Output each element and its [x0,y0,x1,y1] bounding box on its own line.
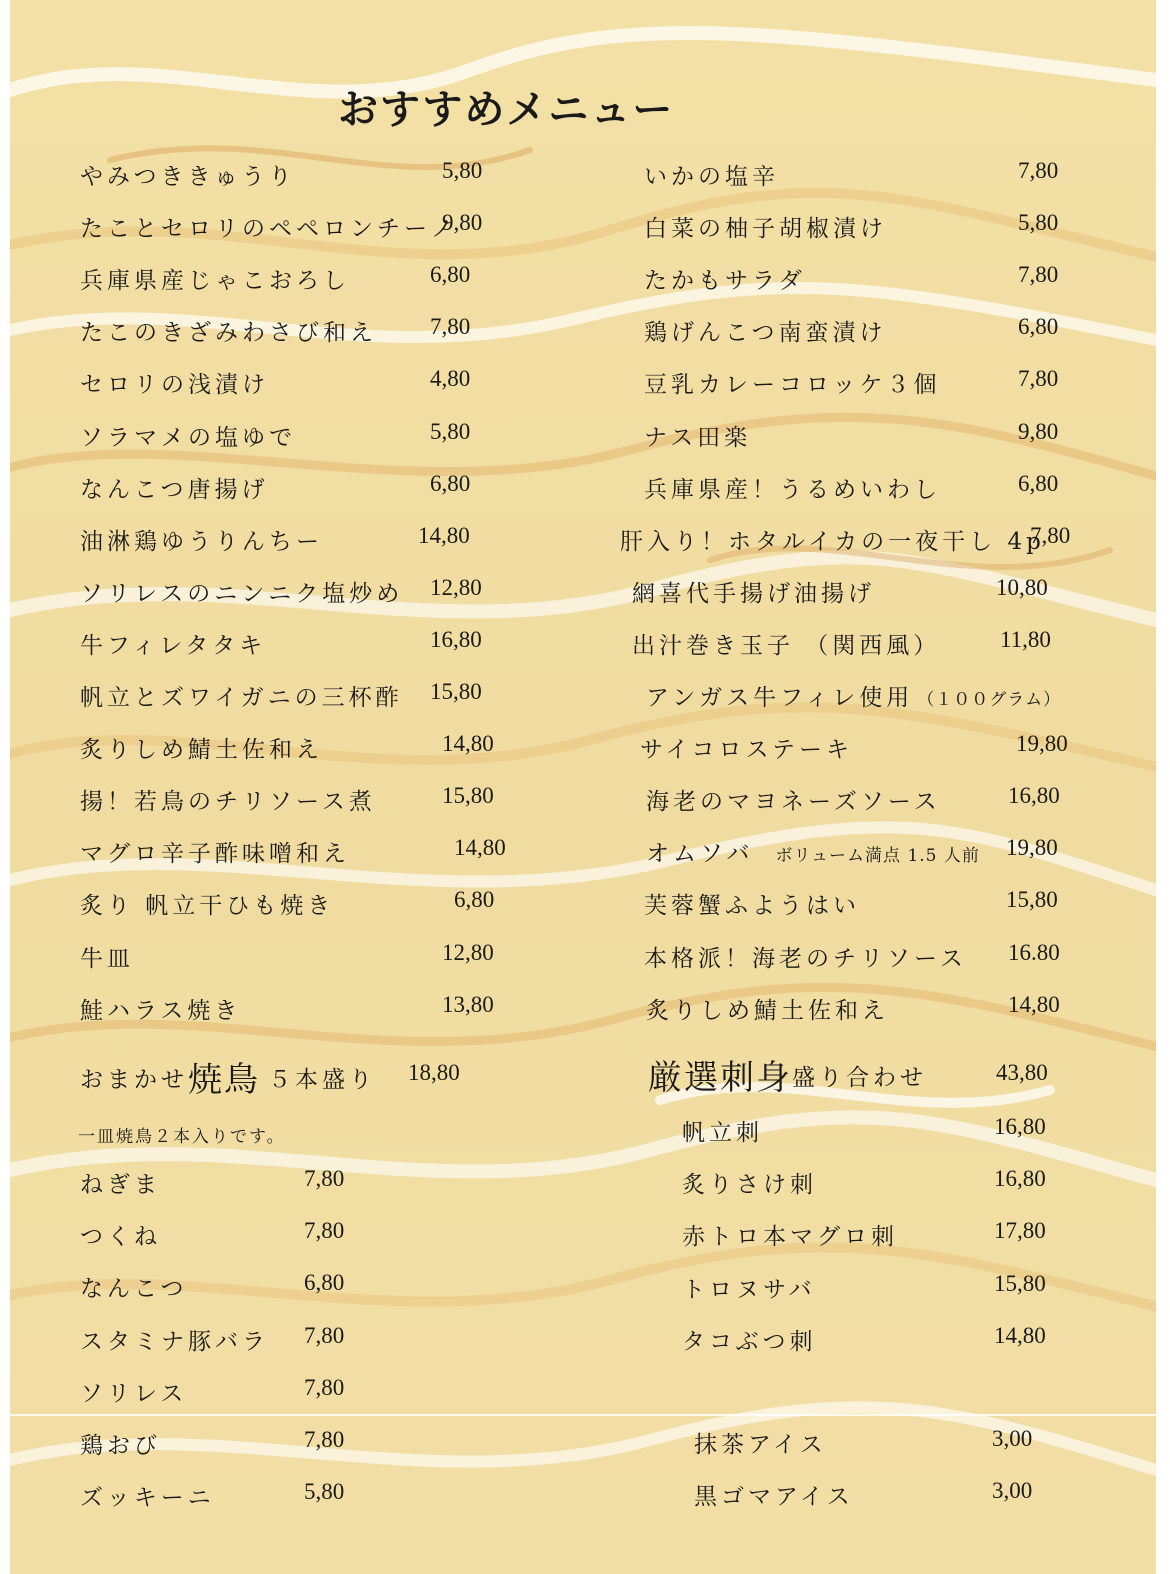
menu-item-name: 本格派！海老のチリソース [644,945,967,972]
divider [10,1414,1156,1416]
menu-item-price: 6,80 [1018,314,1059,340]
menu-item-name: 白菜の柚子胡椒漬け [644,216,887,243]
menu-item-name: 兵庫県産！うるめいわし [644,476,941,503]
menu-item-price: 6,80 [454,887,495,913]
menu-item-name: ソラマメの塩ゆで [80,424,296,451]
menu-item-price: 5,80 [442,158,483,183]
yakitori-item-price: 7,80 [304,1427,345,1452]
yakitori-item-name: スタミナ豚バラ [80,1328,269,1355]
sashimi-item-price: 16,80 [994,1166,1046,1192]
menu-item-price: 5,80 [430,418,471,444]
menu-item-name: ソリレスのニンニク塩炒め [80,580,404,607]
menu-item-price: 7,80 [1030,522,1071,548]
dessert-price: 3,00 [992,1426,1033,1451]
sashimi-header [648,1050,927,1099]
menu-item-name: 牛皿 [80,945,134,972]
menu-sheet [10,0,1156,1574]
yakitori-pre: おまかせ [80,1067,188,1093]
yakitori-price: 18,80 [408,1060,460,1085]
yakitori-item-price: 7,80 [304,1374,345,1400]
menu-item-price: 12,80 [442,939,494,965]
menu-item-price: 6,80 [1018,470,1059,496]
yakitori-item-price: 5,80 [304,1479,345,1505]
menu-item-price: 7,80 [430,314,471,340]
yakitori-item-name: つくね [80,1224,161,1251]
menu-item-price: 11,80 [1000,626,1051,652]
menu-item-price: 4,80 [430,366,471,392]
menu-item-price: 10,80 [996,574,1048,600]
menu-item-price: 12,80 [430,574,482,600]
menu-item-price: 19,80 [1016,731,1068,757]
menu-item-name: 出汁巻き玉子 （関西風） [632,632,941,659]
menu-item-name: アンガス牛フィレ使用 （１００グラム） [646,685,1062,711]
menu-item-name: 海老のマヨネーズソース [646,789,941,816]
menu-item-name: 油淋鶏ゆうりんちー [80,528,323,555]
sashimi-price: 43,80 [996,1060,1048,1085]
sashimi-item-price: 17,80 [994,1218,1046,1244]
menu-item-price: 13,80 [442,991,494,1017]
menu-item-name: 帆立とズワイガニの三杯酢 [80,685,403,711]
menu-item-price: 16,80 [430,626,482,652]
menu-item-name: 芙蓉蟹ふようはい [644,893,860,920]
menu-item-price: 16,80 [1008,783,1060,809]
sashimi-item-name: 炙りさけ刺 [682,1172,817,1199]
menu-item-name: たことセロリのペペロンチーノ [80,216,458,243]
sashimi-item-name: 帆立刺 [682,1120,763,1146]
yakitori-note: 一皿焼鳥２本入りです。 [78,1127,286,1147]
yakitori-item-name: 鶏おび [80,1433,161,1459]
sashimi-post: 盛り合わせ [792,1065,927,1091]
yakitori-header [80,1052,376,1101]
menu-item-price: 7,80 [1018,262,1059,288]
yakitori-big: 焼鳥 [188,1060,260,1100]
yakitori-item-name: ズッキーニ [80,1485,215,1512]
menu-item-price: 16.80 [1008,939,1060,965]
menu-item-name: サイコロステーキ [640,737,854,764]
menu-item-note: （１００グラム） [917,690,1062,710]
menu-item-name: 炙りしめ鯖土佐和え [80,737,323,764]
menu-item-name: セロリの浅漬け [80,372,269,399]
yakitori-item-price: 7,80 [304,1218,345,1244]
menu-item-price: 14,80 [454,835,506,861]
menu-item-name: いかの塩辛 [644,164,779,190]
dessert-name: 黒ゴマアイス [694,1484,854,1511]
menu-item-name: 揚！若鳥のチリソース煮 [80,789,376,816]
menu-item-price: 15,80 [1006,887,1058,913]
menu-item-name: オムソバ ボリューム満点 1.5 人前 [646,841,980,868]
menu-item-name: ナス田楽 [644,424,752,451]
sashimi-item-price: 16,80 [994,1114,1046,1139]
yakitori-item-price: 7,80 [304,1166,345,1191]
menu-item-name: 兵庫県産じゃこおろし [80,268,350,295]
sashimi-item-name: 赤トロ本マグロ刺 [682,1224,898,1251]
sashimi-item-name: トロヌサバ [682,1276,816,1303]
menu-item-price: 14,80 [418,522,470,548]
menu-item-name: 牛フィレタタキ [80,632,267,659]
page-title: おすすめメニュー [338,86,675,133]
sashimi-item-name: タコぶつ刺 [682,1328,817,1355]
menu-item-price: 6,80 [430,262,471,288]
yakitori-item-name: なんこつ [80,1276,188,1303]
menu-item-name: 豆乳カレーコロッケ３個 [644,372,941,399]
menu-item-name: 鮭ハラス焼き [80,997,242,1024]
yakitori-item-price: 7,80 [304,1322,345,1348]
sashimi-big: 厳選刺身 [648,1058,792,1098]
dessert-name: 抹茶アイス [694,1432,827,1458]
menu-item-name: 炙りしめ鯖土佐和え [646,997,889,1024]
yakitori-item-name: ソリレス [80,1380,188,1407]
yakitori-item-name: ねぎま [80,1172,161,1198]
menu-item-price: 15,80 [442,783,494,809]
menu-item-price: 9,80 [1018,418,1059,444]
sashimi-item-price: 15,80 [994,1270,1046,1296]
menu-item-price: 19,80 [1006,835,1058,861]
menu-item-price: 14,80 [442,731,494,757]
menu-item-name: なんこつ唐揚げ [80,476,269,503]
dessert-price: 3,00 [992,1478,1033,1504]
menu-item-name: たこのきざみわさび和え [80,320,377,347]
menu-item-name: 炙り 帆立干ひも焼き [80,893,335,920]
menu-item-name: 鶏げんこつ南蛮漬け [644,320,887,347]
sashimi-item-price: 14,80 [994,1322,1046,1348]
menu-item-name: たかもサラダ [644,268,806,295]
menu-item-name: 肝入り！ホタルイカの一夜干し 4p [620,528,1045,555]
menu-item-price: 7,80 [1018,366,1059,392]
yakitori-post: ５本盛り [268,1067,376,1093]
menu-item-note: ボリューム満点 1.5 人前 [775,846,980,867]
yakitori-item-price: 6,80 [304,1270,345,1296]
menu-item-price: 9,80 [442,210,483,236]
menu-item-price: 15,80 [430,679,482,704]
menu-item-price: 6,80 [430,470,471,496]
menu-item-name: 網喜代手揚げ油揚げ [632,580,875,607]
menu-item-price: 14,80 [1008,991,1060,1017]
menu-item-price: 5,80 [1018,210,1059,236]
menu-item-name: やみつききゅうり [80,164,296,190]
menu-item-price: 7,80 [1018,158,1059,183]
menu-item-name: マグロ辛子酢味噌和え [80,841,350,868]
